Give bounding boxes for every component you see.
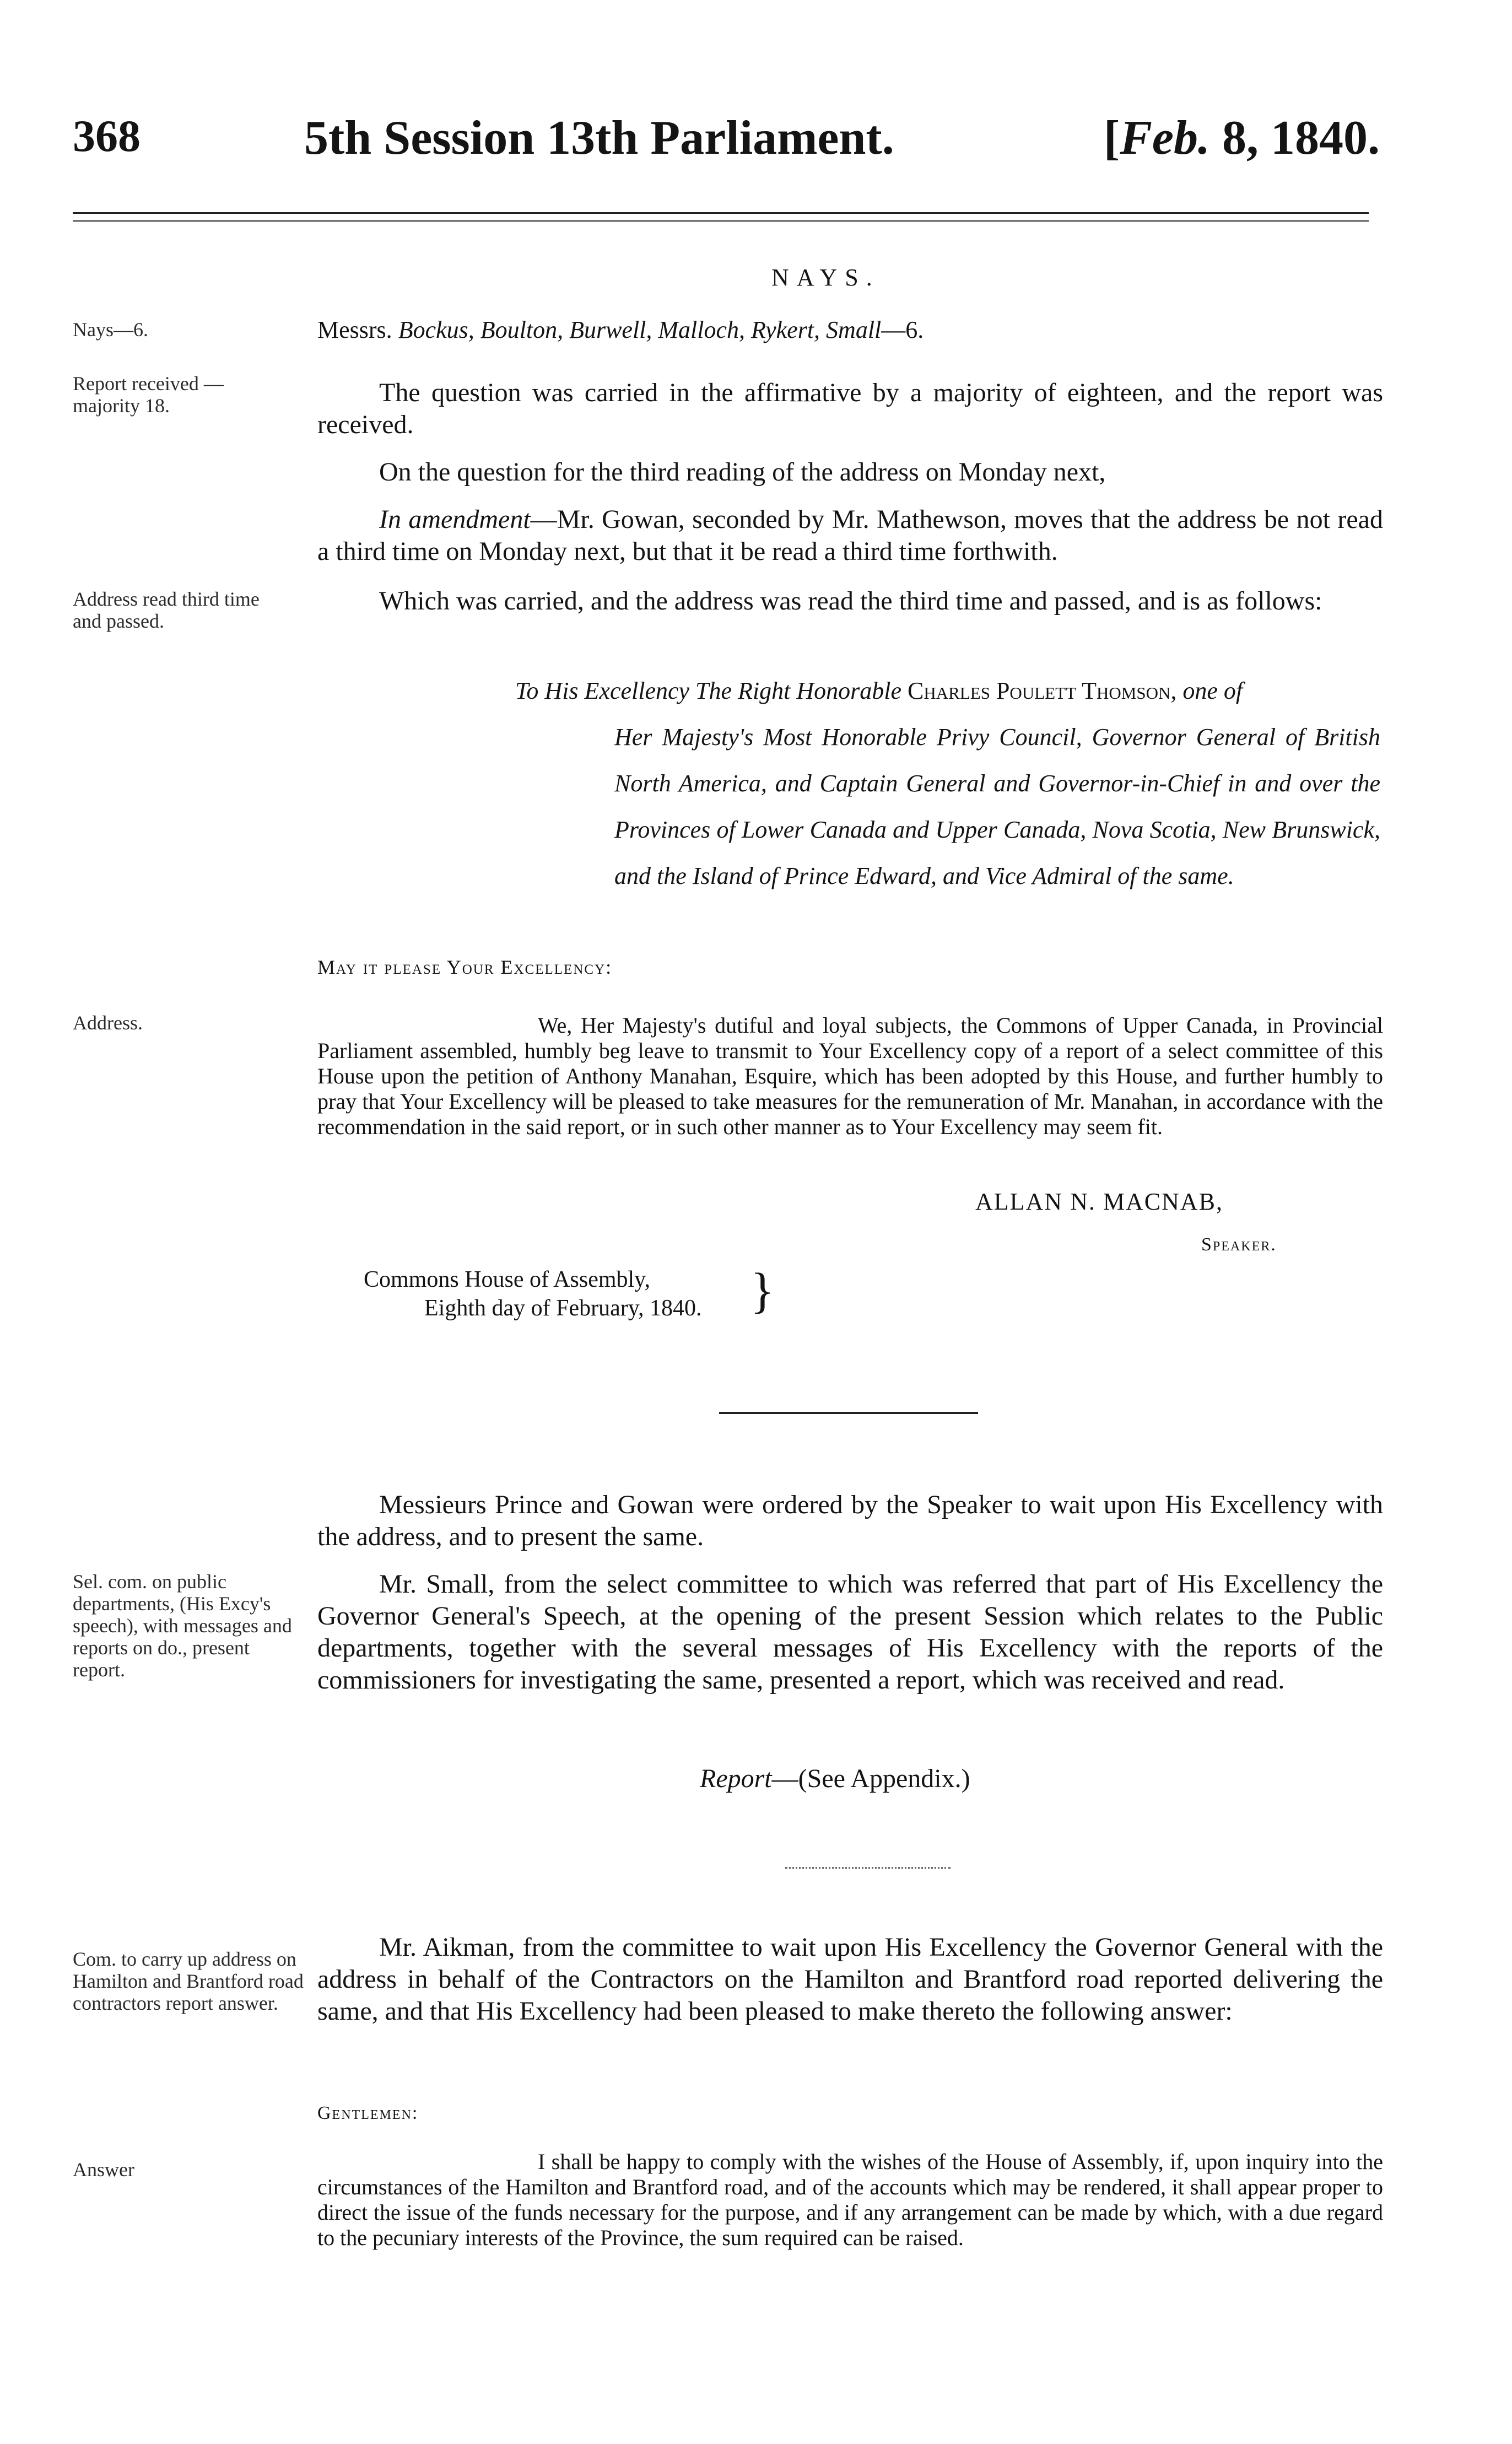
header-date: [Feb. 8, 1840. <box>1103 111 1380 165</box>
margin-note-address: Address. <box>73 1012 143 1034</box>
answer-body: I shall be happy to comply with the wishes of the House of Assembly, if, upon inquiry into the circumstances of the Hamilton and Brantford road, and of the accounts which may be rendered, it shall appear proper to direct the issue of the funds necessary for the purpose, and if any arrangement can be made by which, with a due regard to the pecuniary interests of the Province, the sum required can be raised. <box>317 2149 1383 2250</box>
page-header <box>73 110 1380 176</box>
paragraph-small-report: Mr. Small, from the select committee to which was referred that part of His Excellency the Governor General's Speech, at the opening of the present Session which relates to the Public departments, together with the several messages of His Excellency with the reports of the commissioners for investigating the same, presented a report, which was received and read. <box>317 1569 1383 1695</box>
section-divider <box>719 1412 978 1414</box>
address-recipient: To His Excellency The Right Honorable Charles Poulett Thomson, one of Her Majesty's Most Honorable Privy Council, Governor General of British North America, and Captain General and Governor-in-Chief in and over the Provinces of Lower Canada and Upper Canada, Nova Scotia, New Brunswick, and the Island of Prince Edward, and Vice Admiral of the same. <box>515 677 1380 889</box>
margin-note-select-committee: Sel. com. on public departments, (His Excy's speech), with messages and reports on do., present report. <box>73 1571 292 1681</box>
dotted-divider <box>785 1867 951 1869</box>
paragraph-messieurs: Messieurs Prince and Gowan were ordered by the Speaker to wait upon His Excellency with the address, and to present the same. <box>317 1490 1383 1551</box>
margin-note-answer: Answer <box>73 2159 134 2181</box>
page-number: 368 <box>73 111 141 161</box>
margin-note-address-read: Address read third time and passed. <box>73 588 260 632</box>
answer-salutation: Gentlemen: <box>317 2103 419 2123</box>
margin-note-report-received: Report received — majority 18. <box>73 373 224 417</box>
paragraph-third-reading: On the question for the third reading of the address on Monday next, <box>379 457 1106 487</box>
signature-role: Speaker. <box>1201 1234 1277 1255</box>
paragraph-question-carried: The question was carried in the affirmative by a majority of eighteen, and the report was received. <box>317 378 1383 439</box>
margin-note-committee-carry: Com. to carry up address on Hamilton and Brantford road contractors report answer. <box>73 1948 304 2014</box>
dated-line: Commons House of Assembly, Eighth day of February, 1840. <box>364 1267 702 1321</box>
margin-note-nays: Nays—6. <box>73 319 148 341</box>
signature-name: ALLAN N. MACNAB, <box>975 1188 1223 1215</box>
nays-heading: NAYS. <box>771 264 880 291</box>
paragraph-address-carried: Which was carried, and the address was read the third time and passed, and is as follows: <box>379 586 1322 616</box>
header-double-rule <box>73 212 1369 222</box>
nays-list: Messrs. Bockus, Boulton, Burwell, Malloch, Rykert, Small—6. <box>317 316 924 343</box>
salutation: May it please Your Excellency: <box>317 956 613 978</box>
paragraph-aikman: Mr. Aikman, from the committee to wait upon His Excellency the Governor General with the address in behalf of the Contractors on the Hamilton and Brantford road reported delivering the same, and that His Excellency had been pleased to make thereto the following answer: <box>317 1933 1383 2026</box>
address-body: We, Her Majesty's dutiful and loyal subjects, the Commons of Upper Canada, in Provincial Parliament assembled, humbly beg leave to transmit to Your Excellency copy of a report of a select committee of this House upon the petition of Anthony Manahan, Esquire, which has been adopted by this House, and further humbly to pray that Your Excellency will be pleased to take measures for the remuneration of Mr. Manahan, in accordance with the recommendation in the said report, or in such other manner as to Your Excellency may seem fit. <box>317 1013 1383 1139</box>
curly-brace: } <box>750 1264 775 1318</box>
report-reference: Report—(See Appendix.) <box>700 1764 970 1793</box>
running-title: 5th Session 13th Parliament. <box>304 111 894 165</box>
paragraph-amendment: In amendment—Mr. Gowan, seconded by Mr. Mathewson, moves that the address be not read a third time on Monday next, but that it be read a third time forthwith. <box>317 505 1383 566</box>
